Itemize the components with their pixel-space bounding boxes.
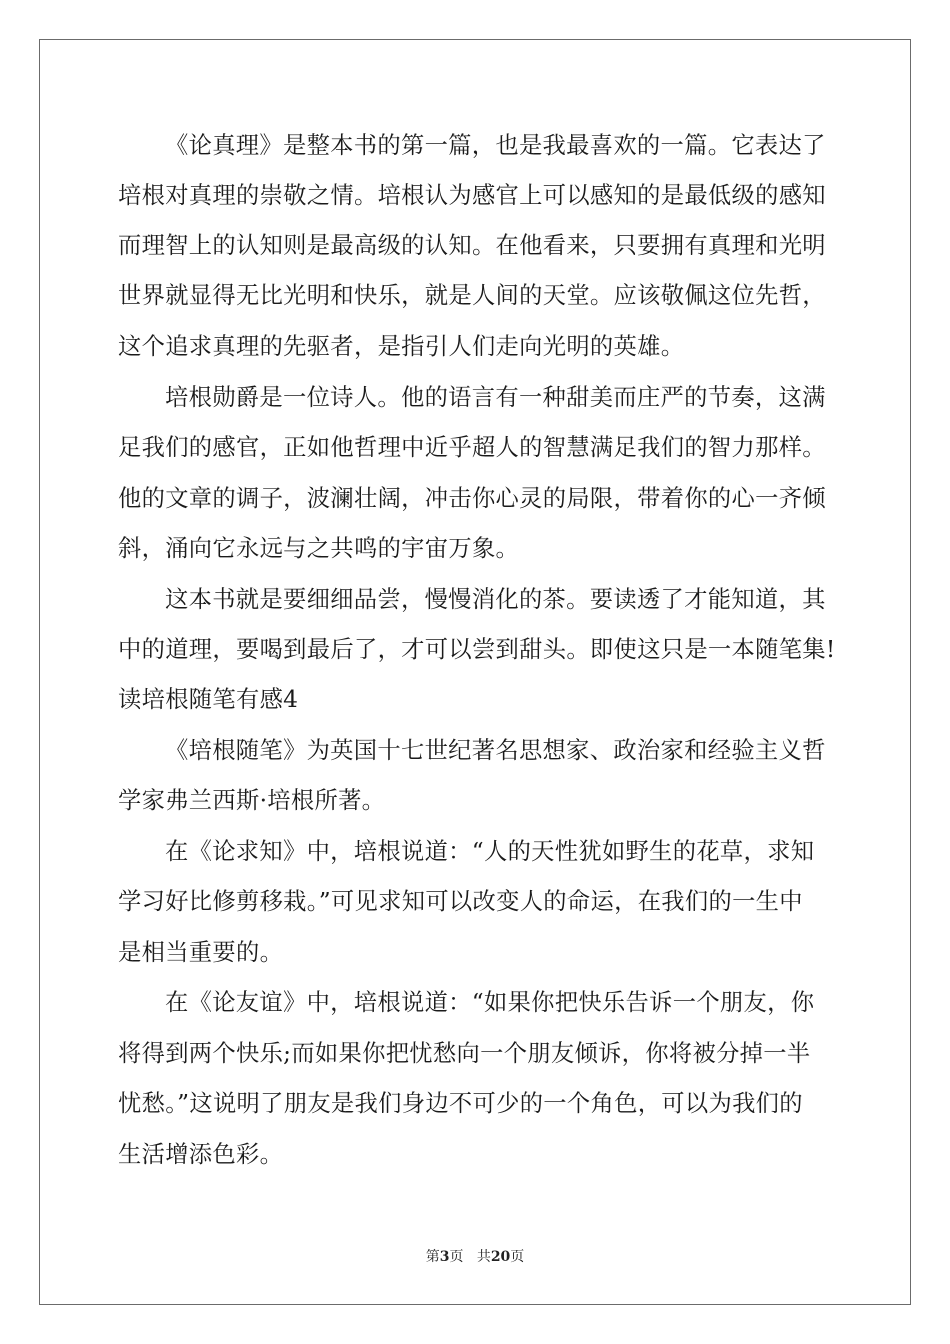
paragraph-line: 《论真理》是整本书的第一篇，也是我最喜欢的一篇。它表达了 (165, 132, 826, 159)
page-footer (0, 1247, 950, 1267)
total-page-count: 20 (490, 1249, 511, 1265)
footer-total-unit: 页 (510, 1249, 525, 1265)
paragraph-line: 在《论友谊》中，培根说道：“如果你把快乐告诉一个朋友，你 (165, 989, 815, 1016)
paragraph-line: 学习好比修剪移栽。”可见求知可以改变人的命运，在我们的一生中 (118, 888, 803, 915)
current-page-number: 3 (439, 1249, 450, 1265)
paragraph-line: 斜，涌向它永远与之共鸣的宇宙万象。 (118, 535, 520, 562)
paragraph-line: 足我们的感官，正如他哲理中近乎超人的智慧满足我们的智力那样。 (118, 434, 826, 461)
footer-prefix: 第 (425, 1249, 440, 1265)
paragraph-line: 生活增添色彩。 (118, 1141, 284, 1168)
section-heading: 读培根随笔有感4 (118, 686, 299, 713)
paragraph-line: 这本书就是要细细品尝，慢慢消化的茶。要读透了才能知道，其 (165, 586, 826, 613)
paragraph-line: 《培根随笔》为英国十七世纪著名思想家、政治家和经验主义哲 (165, 737, 826, 764)
paragraph-line: 培根对真理的崇敬之情。培根认为感官上可以感知的是最低级的感知 (118, 182, 826, 209)
paragraph-line: 中的道理，要喝到最后了，才可以尝到甜头。即使这只是一本随笔集! (118, 636, 836, 663)
paragraph-line: 这个追求真理的先驱者，是指引人们走向光明的英雄。 (118, 333, 685, 360)
paragraph-line: 他的文章的调子，波澜壮阔，冲击你心灵的局限，带着你的心一齐倾 (118, 485, 826, 512)
paragraph-line: 忧愁。”这说明了朋友是我们身边不可少的一个角色，可以为我们的 (118, 1090, 803, 1117)
paragraph-line: 学家弗兰西斯·培根所著。 (118, 787, 386, 814)
paragraph-line: 而理智上的认知则是最高级的认知。在他看来，只要拥有真理和光明 (118, 232, 826, 259)
paragraph-line: 培根勋爵是一位诗人。他的语言有一种甜美而庄严的节奏，这满 (165, 384, 826, 411)
paragraph-line: 将得到两个快乐;而如果你把忧愁向一个朋友倾诉，你将被分掉一半 (118, 1040, 811, 1067)
paragraph-line: 是相当重要的。 (118, 939, 284, 966)
footer-page-unit: 页 (449, 1249, 464, 1265)
footer-total-prefix: 共 (476, 1249, 491, 1265)
paragraph-line: 在《论求知》中，培根说道：“人的天性犹如野生的花草，求知 (165, 838, 815, 865)
paragraph-line: 世界就显得无比光明和快乐，就是人间的天堂。应该敬佩这位先哲， (118, 282, 826, 309)
